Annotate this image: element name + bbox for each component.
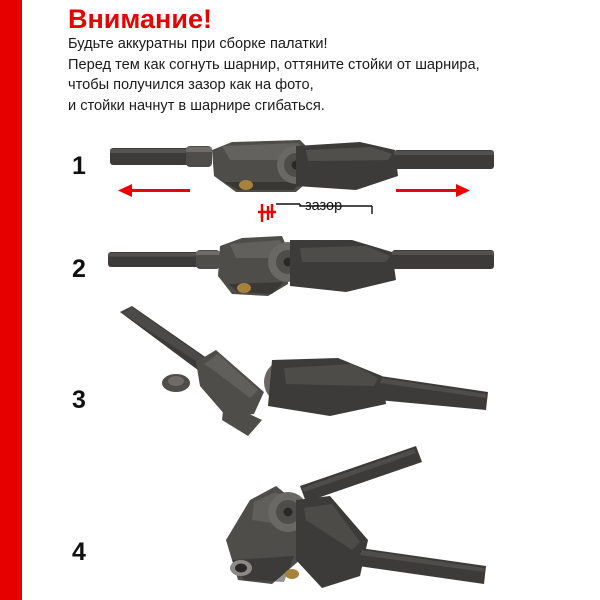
intro-line-2: Перед тем как согнуть шарнир, оттяните стойки от шарнира, <box>68 56 480 73</box>
arrow-right-icon <box>396 184 470 197</box>
step-1-illustration <box>110 140 494 197</box>
step-4-illustration <box>226 446 486 588</box>
page-title: Внимание! <box>68 4 212 34</box>
step-3-illustration <box>120 306 488 436</box>
step-number-2: 2 <box>72 255 86 283</box>
intro-line-4: и стойки начнут в шарнире сгибаться. <box>68 97 325 114</box>
step-2-illustration <box>108 236 494 296</box>
gap-label: зазор <box>305 198 343 214</box>
step-number-1: 1 <box>72 152 86 180</box>
gap-indicator <box>258 204 372 222</box>
step-number-3: 3 <box>72 386 86 414</box>
intro-line-1: Будьте аккуратны при сборке палатки! <box>68 36 328 52</box>
arrow-left-icon <box>118 184 190 197</box>
intro-line-3: чтобы получился зазор как на фото, <box>68 77 314 93</box>
step-number-4: 4 <box>72 538 86 566</box>
